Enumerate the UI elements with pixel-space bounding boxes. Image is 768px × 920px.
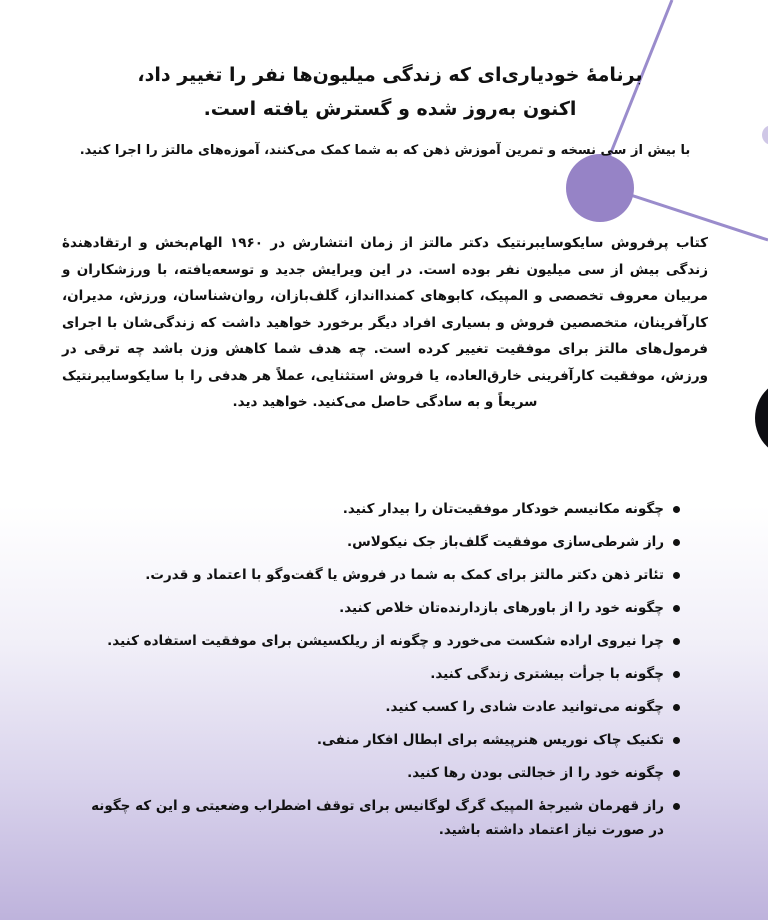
list-item-text: چگونه می‌توانید عادت شادی را کسب کنید. (385, 699, 664, 715)
list-item-text: راز قهرمان شیرجهٔ المپیک گرگ لوگانیس برای توقف اضطراب وضعیتی و این که چگونه در صورت نیاز اعتماد داشته باشید. (91, 798, 664, 838)
list-item (80, 662, 680, 686)
heading (100, 58, 680, 126)
list-item-text: چگونه خود را از خجالتی بودن رها کنید. (407, 765, 664, 781)
bullet-icon (673, 671, 680, 678)
list-item-text: چگونه مکانیسم خودکار موفقیت‌تان را بیدار کنید. (342, 501, 664, 517)
list-item-text: چرا نیروی اراده شکست می‌خورد و چگونه از ریلکسیشن برای موفقیت استفاده کنید. (107, 633, 664, 649)
decorative-circle (566, 154, 634, 222)
list-item-text: راز شرطی‌سازی موفقیت گلف‌باز جک نیکولاس. (347, 534, 664, 550)
heading-line-1: برنامهٔ خودیاری‌ای که زندگی میلیون‌ها نفر را تغییر داد، (137, 64, 643, 86)
bullet-icon (673, 737, 680, 744)
feature-list (80, 497, 680, 851)
bullet-icon (673, 704, 680, 711)
list-item (80, 563, 680, 587)
bullet-icon (673, 803, 680, 810)
list-item (80, 530, 680, 554)
list-item-text: چگونه خود را از باورهای بازدارنده‌تان خلاص کنید. (339, 600, 664, 616)
decorative-circle (762, 125, 768, 145)
description-paragraph: کتاب پرفروش سایکوسایبرنتیک دکتر مالتز از زمان انتشارش در ۱۹۶۰ الهام‌بخش و ارتقادهندهٔ زندگی بیش از سی میلیون نفر بوده است. در این ویرایش جدید و توسعه‌یافته، با ورزشکاران و مربیان معروف تخصصی و المپیک، کابوهای کمنداانداز، گلف‌بازان، روان‌شناسان، ورزش، مدیران، کارآفرینان، متخصصین فروش و بسیاری افراد دیگر برخورد خواهید داشت که زندگی‌شان با اجرای فرمول‌های مالتز برای موفقیت تغییر کرده است. چه هدف شما کاهش وزن باشد چه ترقی در ورزش، موفقیت کارآفرینی خارق‌العاده، یا فروش استثنایی، عملاً هر هدفی را با سایکوسایبرنتیک سریعاً و به سادگی حاصل می‌کنید. خواهید دید. (62, 235, 708, 410)
list-item-text: تئاتر ذهن دکتر مالتز برای کمک به شما در فروش یا گفت‌وگو با اعتماد و قدرت. (145, 567, 664, 583)
list-item (80, 695, 680, 719)
list-item (80, 497, 680, 521)
list-item (80, 794, 680, 842)
list-item (80, 728, 680, 752)
list-item (80, 629, 680, 653)
list-item (80, 761, 680, 785)
bullet-icon (673, 770, 680, 777)
list-item (80, 596, 680, 620)
bullet-icon (673, 605, 680, 612)
list-item-text: تکنیک چاک نوریس هنرپیشه برای ابطال افکار منفی. (316, 732, 664, 748)
subtitle: با بیش از سی نسخه و تمرین آموزش ذهن که به شما کمک می‌کنند، آموزه‌های مالتز را اجرا کنید. (79, 143, 691, 158)
decorative-dark-circle (755, 378, 768, 458)
bullet-icon (673, 638, 680, 645)
heading-line-2: اکنون به‌روز شده و گسترش یافته است. (203, 98, 577, 120)
bullet-icon (673, 506, 680, 513)
bullet-icon (673, 539, 680, 546)
list-item-text: چگونه با جرأت بیشتری زندگی کنید. (430, 666, 664, 682)
bullet-icon (673, 572, 680, 579)
